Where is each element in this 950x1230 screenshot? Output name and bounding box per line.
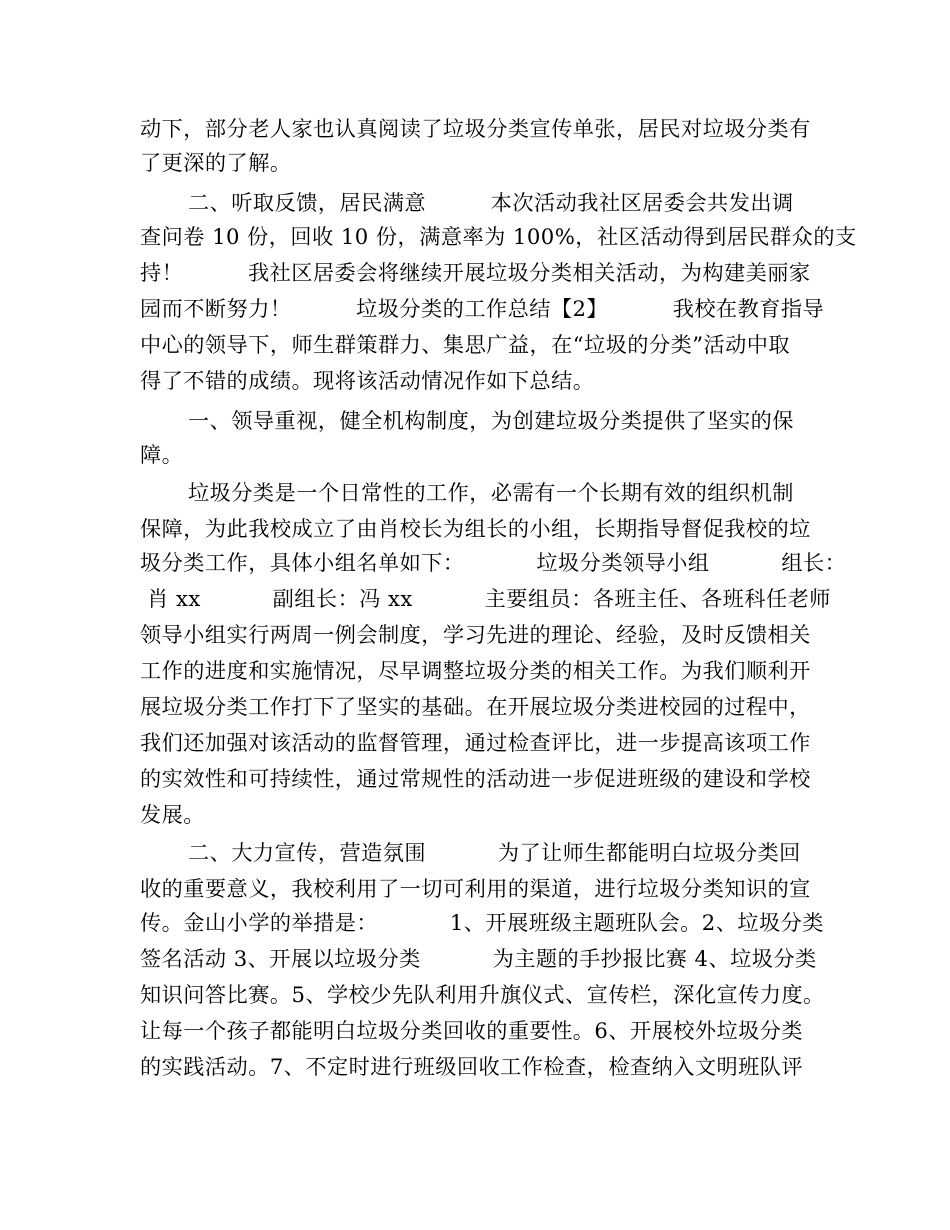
text-line: 动下，部分老人家也认真阅读了垃圾分类宣传单张，居民对垃圾分类有 — [140, 116, 811, 141]
text-line: 签名活动 3、开展以垃圾分类 为主题的手抄报比赛 4、垃圾分类 — [140, 946, 817, 971]
text-line: 让每一个孩子都能明白垃圾分类回收的重要性。6、开展校外垃圾分类 — [140, 1018, 804, 1043]
text-line: 二、大力宣传，营造氛围 为了让师生都能明白垃圾分类回 — [188, 840, 801, 865]
text-line: 二、听取反馈，居民满意 本次活动我社区居委会共发出调 — [188, 190, 794, 215]
text-line: 收的重要意义，我校利用了一切可利用的渠道，进行垃圾分类知识的宣 — [140, 876, 811, 901]
text-line: 障。 — [140, 442, 184, 467]
text-line: 得了不错的成绩。现将该活动情况作如下总结。 — [140, 368, 595, 393]
text-line: 展垃圾分类工作打下了坚实的基础。在开展垃圾分类进校园的过程中， — [140, 694, 811, 719]
text-line: 传。金山小学的举措是： 1、开展班级主题班队会。2、垃圾分类 — [140, 910, 824, 935]
text-line: 肖 xx 副组长：冯 xx 主要组员：各班主任、各班科任老师 — [140, 586, 831, 611]
text-line: 的实效性和可持续性，通过常规性的活动进一步促进班级的建设和学校 — [140, 766, 811, 791]
text-line: 垃圾分类是一个日常性的工作，必需有一个长期有效的组织机制 — [188, 480, 794, 505]
text-line: 的实践活动。7、不定时进行班级回收工作检查，检查纳入文明班队评 — [140, 1054, 804, 1079]
text-line: 发展。 — [140, 802, 205, 827]
text-line: 查问卷 10 份，回收 10 份，满意率为 100%，社区活动得到居民群众的支 — [140, 224, 857, 249]
text-line: 一、领导重视，健全机构制度，为创建垃圾分类提供了坚实的保 — [188, 408, 794, 433]
text-line: 中心的领导下，师生群策群力、集思广益，在“垃圾的分类”活动中取 — [140, 332, 791, 357]
text-line: 了更深的了解。 — [140, 150, 292, 175]
text-line: 园而不断努力！ 垃圾分类的工作总结【2】 我校在教育指导 — [140, 296, 825, 321]
text-line: 领导小组实行两周一例会制度，学习先进的理论、经验，及时反馈相关 — [140, 622, 811, 647]
text-line: 圾分类工作，具体小组名单如下： 垃圾分类领导小组 组长： — [140, 550, 847, 575]
text-line: 持！ 我社区居委会将继续开展垃圾分类相关活动，为构建美丽家 — [140, 260, 811, 285]
text-line: 保障，为此我校成立了由肖校长为组长的小组，长期指导督促我校的垃 — [140, 516, 811, 541]
text-line: 我们还加强对该活动的监督管理，通过检查评比，进一步提高该项工作 — [140, 730, 811, 755]
text-line: 工作的进度和实施情况，尽早调整垃圾分类的相关工作。为我们顺利开 — [140, 658, 811, 683]
text-line: 知识问答比赛。5、学校少先队利用升旗仪式、宣传栏，深化宣传力度。 — [140, 982, 825, 1007]
